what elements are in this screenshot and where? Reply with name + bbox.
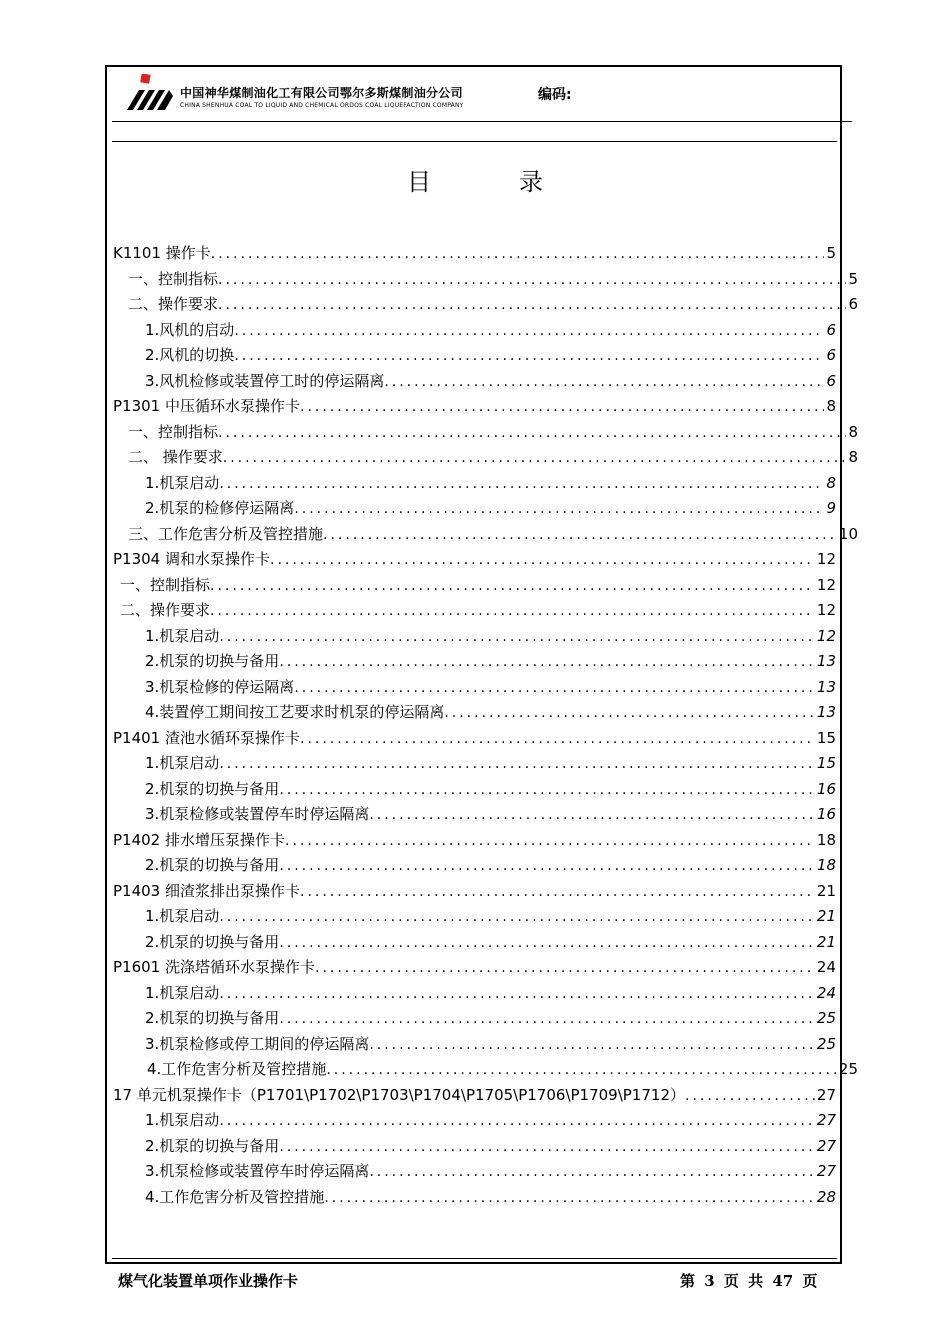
toc-leader-dots [211,246,825,262]
toc-entry-label: 1.机泵启动 [145,1111,220,1129]
toc-entry-label: 4.工作危害分析及管控措施 [147,1060,327,1078]
toc-entry-page: 13 [816,652,836,670]
company-name-en: CHINA SHENHUA COAL TO LIQUID AND CHEMICAL ORDOS COAL LIQUEFACTION COMPANY [180,102,464,109]
toc-entry-label: 3.机泵检修的停运隔离 [145,677,295,696]
toc-entry-page: 8 [826,397,836,415]
toc-entry-label: 一、控制指标 [128,269,219,288]
toc-leader-dots [219,756,815,772]
toc-entry-page: 5 [826,244,836,262]
toc-entry[interactable] [145,497,836,523]
toc-entry[interactable] [147,1058,858,1084]
toc-entry[interactable] [145,625,836,651]
toc-leader-dots [285,833,815,849]
toc-entry[interactable] [145,1007,836,1033]
toc-leader-dots [300,731,815,747]
toc-entry-page: 18 [816,830,836,849]
toc-entry-page: 5 [848,269,858,288]
toc-entry-page: 28 [816,1187,836,1206]
toc-entry[interactable] [113,880,836,906]
toc-entry[interactable] [145,982,836,1008]
code-label: 编码: [538,87,572,103]
toc-leader-dots [685,1088,815,1104]
toc-entry-page: 21 [816,932,836,951]
toc-leader-dots [300,884,815,900]
toc-leader-dots [218,425,846,441]
toc-entry-page: 18 [816,856,836,874]
toc-entry-page: 8 [848,448,858,466]
toc-entry-page: 8 [826,473,836,492]
toc-leader-dots [294,680,815,696]
toc-entry-label: P1401 渣池水循环泵操作卡 [113,728,300,747]
toc-entry-label: 二、操作要求 [120,601,211,619]
toc-entry[interactable] [113,242,836,268]
shenhua-logo-icon [125,74,175,112]
toc-leader-dots [219,909,815,925]
toc-entry-page: 12 [816,575,836,594]
toc-leader-dots [218,272,846,288]
toc-entry[interactable] [145,676,836,702]
toc-leader-dots [219,1113,815,1129]
toc-entry-page: 8 [848,422,858,441]
toc-leader-dots [234,323,824,339]
toc-entry-page: 6 [826,371,836,390]
toc-entry-label: 1.机泵启动 [145,626,220,645]
toc-leader-dots [279,654,815,670]
toc-entry-label: 一、控制指标 [120,575,211,594]
toc-leader-dots [315,960,815,976]
footer-rule [112,1258,837,1259]
toc-leader-dots [444,705,815,721]
toc-leader-dots [324,1190,815,1206]
toc-entry-page: 6 [826,320,836,339]
toc-entry-page: 9 [826,499,836,517]
toc-entry-page: 21 [816,881,836,900]
toc-entry[interactable] [145,1160,836,1186]
toc-entry[interactable] [145,778,836,804]
toc-entry-label: 2.机泵的切换与备用 [145,856,280,874]
toc-entry-label: 1.机泵启动 [145,983,220,1002]
toc-leader-dots [279,782,815,798]
toc-leader-dots [369,807,815,823]
toc-entry-page: 24 [816,958,836,976]
toc-entry-label: 2.机泵的切换与备用 [145,932,280,951]
toc-leader-dots [218,297,846,313]
toc-leader-dots [219,986,815,1002]
toc-leader-dots [210,603,815,619]
toc-entry-label: K1101 操作卡 [113,244,211,262]
toc-entry-page: 16 [816,779,836,798]
toc-entry[interactable] [145,472,836,498]
toc-entry-label: 二、 操作要求 [128,448,223,466]
toc-entry-page: 6 [826,346,836,364]
toc-entry[interactable] [113,829,836,855]
toc-entry-page: 27 [816,1085,836,1104]
toc-entry-page: 10 [838,524,858,543]
toc-entry[interactable] [128,268,858,294]
toc-entry[interactable] [145,931,836,957]
toc-entry[interactable] [145,752,836,778]
toc-entry[interactable] [120,574,836,600]
toc-entry-page: 25 [816,1009,836,1027]
toc-entry[interactable] [145,1033,836,1059]
toc-entry-label: P1402 排水增压泵操作卡 [113,830,285,849]
toc-entry-label: 1.机泵启动 [145,473,220,492]
toc-entry-label: 2.机泵的切换与备用 [145,1009,280,1027]
toc-entry-label: 三、工作危害分析及管控措施 [128,524,324,543]
toc-entry-label: 2.风机的切换 [145,346,235,364]
toc-entry-page: 16 [816,805,836,823]
toc-entry-label: P1304 调和水泵操作卡 [113,550,270,568]
toc-entry[interactable] [113,395,836,421]
toc-entry[interactable] [128,293,858,319]
toc-entry-label: 2.机泵的切换与备用 [145,779,280,798]
toc-entry-page: 25 [838,1060,858,1078]
toc-entry-label: 1.机泵启动 [145,754,220,772]
toc-leader-dots [369,1164,815,1180]
toc-entry-label: 二、操作要求 [128,295,219,313]
toc-entry[interactable] [113,727,836,753]
toc-entry-label: 2.机泵的切换与备用 [145,652,280,670]
toc-entry[interactable] [113,548,836,574]
footer-doc-name: 煤气化装置单项作业操作卡 [118,1272,299,1290]
toc-entry-label: P1403 细渣浆排出泵操作卡 [113,881,300,900]
toc-entry[interactable] [113,1084,836,1110]
toc-leader-dots [279,1011,815,1027]
company-name-cn: 中国神华煤制油化工有限公司鄂尔多斯煤制油分公司 [180,86,463,100]
toc-entry[interactable] [128,523,858,549]
toc-leader-dots [279,1139,815,1155]
footer-page-info: 第 3 页 共 47 页 [680,1272,818,1290]
toc-leader-dots [300,399,824,415]
toc-leader-dots [234,348,824,364]
toc-entry-page: 24 [816,983,836,1002]
toc-entry-label: 4.装置停工期间按工艺要求时机泵的停运隔离 [145,703,445,721]
toc-entry[interactable] [113,956,836,982]
toc-entry[interactable] [145,803,836,829]
toc-entry[interactable] [145,1186,836,1212]
toc-leader-dots [279,858,815,874]
toc-entry-label: 1.风机的启动 [145,320,235,339]
toc-leader-dots [326,1062,837,1078]
toc-entry-page: 13 [816,703,836,721]
toc-entry-label: 2.机泵的检修停运隔离 [145,499,295,517]
toc-leader-dots [384,374,824,390]
page-header [125,72,825,116]
toc-entry-label: 1.机泵启动 [145,907,220,925]
toc-leader-dots [294,501,824,517]
toc-entry-label: 3.机泵检修或停工期间的停运隔离 [145,1034,370,1053]
toc-entry-page: 6 [848,295,858,313]
toc-leader-dots [323,527,837,543]
toc-entry-label: 一、控制指标 [128,422,219,441]
toc-entry[interactable] [128,421,858,447]
toc-entry[interactable] [145,905,836,931]
toc-entry[interactable] [145,1135,836,1161]
toc-entry[interactable] [145,319,836,345]
toc-entry-label: P1301 中压循环水泵操作卡 [113,397,300,415]
toc-entry-page: 12 [816,601,836,619]
toc-entry-label: 17 单元机泵操作卡（P1701\P1702\P1703\P1704\P1705\P1706\P1709\P1712） [113,1085,685,1104]
toc-title: 目录 [407,168,631,196]
toc-leader-dots [210,578,815,594]
header-rule [112,121,852,122]
toc-leader-dots [223,450,847,466]
toc-entry[interactable] [128,446,858,472]
toc-entry-label: 3.机泵检修或装置停车时停运隔离 [145,1162,370,1180]
toc-entry[interactable] [145,344,836,370]
toc-entry-page: 27 [816,1136,836,1155]
toc-leader-dots [219,476,824,492]
toc-entry-page: 12 [816,626,836,645]
toc-entry-page: 27 [816,1111,836,1129]
toc-entry-page: 27 [816,1162,836,1180]
toc-entry-label: 2.机泵的切换与备用 [145,1136,280,1155]
toc-entry-label: 4.工作危害分析及管控措施 [145,1187,325,1206]
toc-entry-label: 3.机泵检修或装置停车时停运隔离 [145,805,370,823]
toc-entry[interactable] [145,650,836,676]
toc-entry-page: 21 [816,907,836,925]
toc-leader-dots [219,629,815,645]
toc-entry-page: 25 [816,1034,836,1053]
toc-entry[interactable] [145,701,836,727]
toc-entry[interactable] [145,854,836,880]
toc-leader-dots [279,935,815,951]
toc-entry[interactable] [120,599,836,625]
toc-leader-dots [369,1037,815,1053]
toc-entry[interactable] [145,1109,836,1135]
toc-entry-page: 15 [816,728,836,747]
header-subrule [112,141,837,142]
toc-leader-dots [270,552,815,568]
toc-entry-page: 12 [816,550,836,568]
toc-entry[interactable] [145,370,836,396]
toc-entry-label: 3.风机检修或装置停工时的停运隔离 [145,371,385,390]
toc-entry-label: P1601 洗涤塔循环水泵操作卡 [113,958,315,976]
toc-entry-page: 13 [816,677,836,696]
toc-entry-page: 15 [816,754,836,772]
